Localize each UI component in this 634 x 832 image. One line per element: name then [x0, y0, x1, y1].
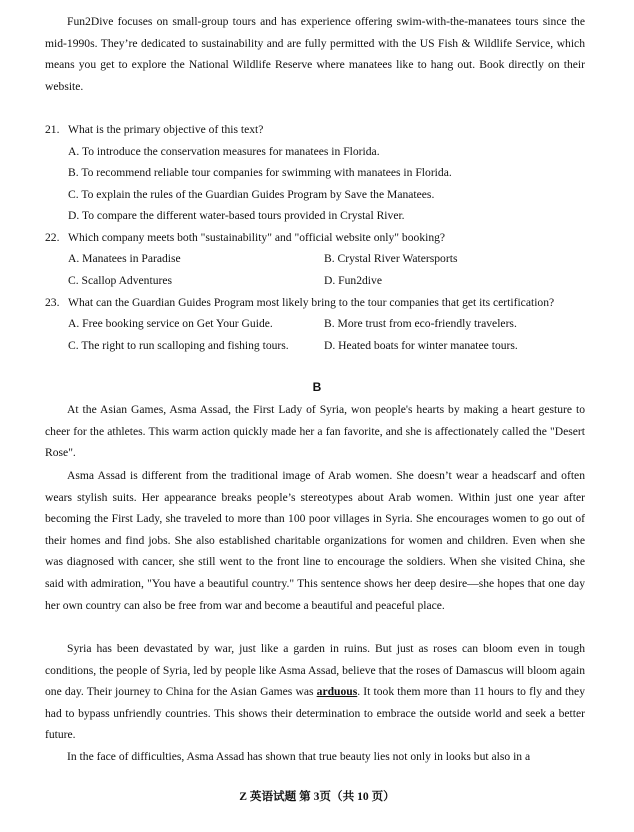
q23-option-d: D. Heated boats for winter manatee tours.: [324, 339, 518, 352]
question-23: [45, 292, 605, 314]
q23-option-a: A. Free booking service on Get Your Guide.: [68, 317, 273, 330]
question-text: What is the primary objective of this text?: [68, 123, 264, 136]
question-text: What can the Guardian Guides Program most likely bring to the tour companies that get its certification?: [68, 296, 555, 309]
section-b-title: B: [312, 380, 322, 394]
q22-option-c: C. Scallop Adventures: [68, 274, 173, 287]
q21-option-d: D. To compare the different water-based tours provided in Crystal River.: [68, 209, 405, 222]
q22-option-b: B. Crystal River Watersports: [324, 252, 458, 265]
question-21: [45, 119, 605, 141]
section-b-paragraph-1: At the Asian Games, Asma Assad, the First Lady of Syria, won people's hearts by making a heart gesture to cheer for the athletes. This warm action quickly made her a fan favorite, and she is affectionately called the "Desert Rose".: [45, 403, 585, 460]
q22-option-a: A. Manatees in Paradise: [68, 252, 181, 265]
question-number: 23.: [45, 296, 60, 309]
q21-option-b: B. To recommend reliable tour companies for swimming with manatees in Florida.: [68, 166, 452, 179]
intro-paragraph: Fun2Dive focuses on small-group tours and has experience offering swim-with-the-manatees tours since the mid-1990s. They’re dedicated to sustainability and are fully permitted with the US Fish & Wildlife Service, which means you get to explore the National Wildlife Reserve where manatees like to hang out. Book directly on their website.: [45, 15, 585, 93]
underlined-word-arduous: arduous: [316, 685, 358, 699]
q23-option-c: C. The right to run scalloping and fishing tours.: [68, 339, 289, 352]
page-footer: Z 英语试题 第 3页（共 10 页）: [239, 790, 395, 803]
question-22: [45, 227, 605, 249]
q21-option-a: A. To introduce the conservation measures for manatees in Florida.: [68, 145, 380, 158]
section-b-paragraph-2: Asma Assad is different from the traditional image of Arab women. She doesn’t wear a headscarf and often wears stylish suits. Her appearance breaks people’s stereotypes about Arab women. Within just one year after becoming the First Lady, she traveled to more than 100 poor villages in Syria. She encourages women to go out of their homes and find jobs. She also established charitable organizations for women and children. Even when she was diagnosed with cancer, she still went to the front line to encourage the soldiers. When she visited China, she said with admiration, "You have a beautiful country." This sentence shows her deep desire—she hopes that one day her own country can also be free from war and become a beautiful and peaceful place.: [45, 469, 585, 612]
paragraph-3-text-start: Syria has been devastated by war, just like a garden in ruins. But just as roses can bloom even in tough conditions, the people of Syria, led by people like Asma Assad, believe that the roses of Damascus will bloom again one day. Their journey to China for the Asian Games was: [45, 642, 585, 699]
q22-option-d: D. Fun2dive: [324, 274, 382, 287]
question-number: 22.: [45, 231, 60, 244]
section-b-paragraph-3: [45, 638, 585, 746]
question-text: Which company meets both "sustainability" and "official website only" booking?: [68, 231, 446, 244]
q21-option-c: C. To explain the rules of the Guardian Guides Program by Save the Manatees.: [68, 188, 435, 201]
q23-option-b: B. More trust from eco-friendly travelers.: [324, 317, 517, 330]
paragraph-3-text-end: . It took them more than 11 hours to fly and they had to bypass unfriendly countries. This shows their determination to embrace the outside world and seek a better future.: [45, 685, 585, 742]
question-number: 21.: [45, 123, 60, 136]
section-b-paragraph-4: In the face of difficulties, Asma Assad has shown that true beauty lies not only in looks but also in a: [67, 750, 531, 763]
